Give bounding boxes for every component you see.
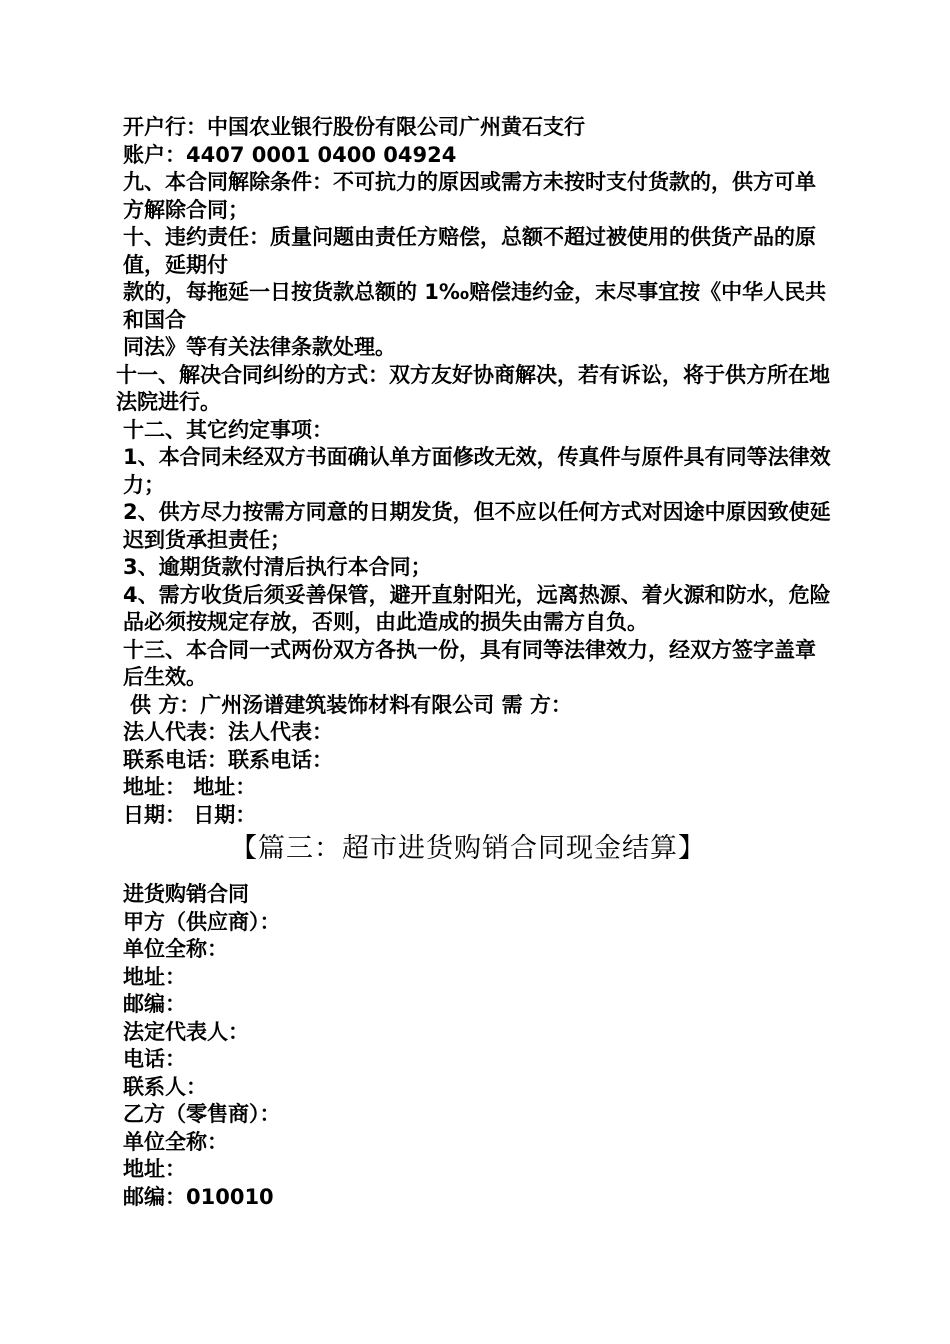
clause-12-item-4: 4、需方收货后须妥善保管，避开直射阳光，远离热源、着火源和防水，危险品必须按规定存放，否则，由此造成的损失由需方自负。 (123, 582, 831, 634)
clause-12-item-1: 1、本合同未经双方书面确认单方面修改无效，传真件与原件具有同等法律效力； (123, 445, 831, 497)
clause-12-item-3: 3、逾期货款付清后执行本合同； (123, 555, 432, 579)
party-a-contact: 联系人： (123, 1074, 207, 1099)
party-a-phone: 电话： (123, 1047, 186, 1071)
clause-13: 十三、本合同一式两份双方各执一份，具有同等法律效力，经双方签字盖章后生效。 (123, 637, 816, 689)
party-b-address: 地址： (123, 1157, 186, 1181)
contract-title: 进货购销合同 (123, 882, 249, 906)
party-b-label: 乙方（零售商）： (123, 1102, 281, 1126)
document-body (116, 114, 836, 1211)
party-a-address: 地址： (123, 964, 186, 989)
account-line: 账户：4407 0001 0400 04924 (123, 142, 457, 167)
date-line: 日期： 日期： (123, 802, 257, 827)
phone-line: 联系电话：联系电话： (123, 747, 333, 772)
clause-10-cont-1: 款的，每拖延一日按货款总额的 1‰赔偿违约金，末尽事宜按《中华人民共和国合 (123, 280, 827, 332)
bank-line: 开户行：中国农业银行股份有限公司广州黄石支行 (123, 115, 585, 139)
party-a-postcode: 邮编： (123, 992, 186, 1016)
clause-10: 十、违约责任：质量问题由责任方赔偿，总额不超过被使用的供货产品的原值，延期付 (123, 225, 816, 277)
address-line: 地址： 地址： (123, 775, 257, 799)
clause-11: 十一、解决合同纠纷的方式：双方友好协商解决，若有诉讼，将于供方所在地法院进行。 (116, 362, 830, 414)
clause-12-item-2: 2、供方尽力按需方同意的日期发货，但不应以任何方式对因途中原因致使延迟到货承担责任； (123, 500, 831, 552)
legal-rep-line: 法人代表：法人代表： (123, 720, 333, 744)
parties-line: 供 方：广州汤谱建筑装饰材料有限公司 需 方： (130, 692, 572, 717)
party-b-name: 单位全称： (123, 1129, 228, 1154)
party-a-legal-rep: 法定代表人： (123, 1019, 249, 1044)
section-heading: 【篇三：超市进货购销合同现金结算】 (230, 833, 706, 864)
clause-12-title: 十二、其它约定事项： (123, 417, 333, 442)
party-a-name: 单位全称： (123, 937, 228, 961)
clause-9: 九、本合同解除条件：不可抗力的原因或需方未按时支付货款的，供方可单方解除合同； (123, 170, 816, 222)
party-a-label: 甲方（供应商）： (123, 909, 281, 934)
clause-10-cont-2: 同法》等有关法律条款处理。 (123, 335, 396, 359)
party-b-postcode: 邮编：010010 (123, 1184, 274, 1209)
